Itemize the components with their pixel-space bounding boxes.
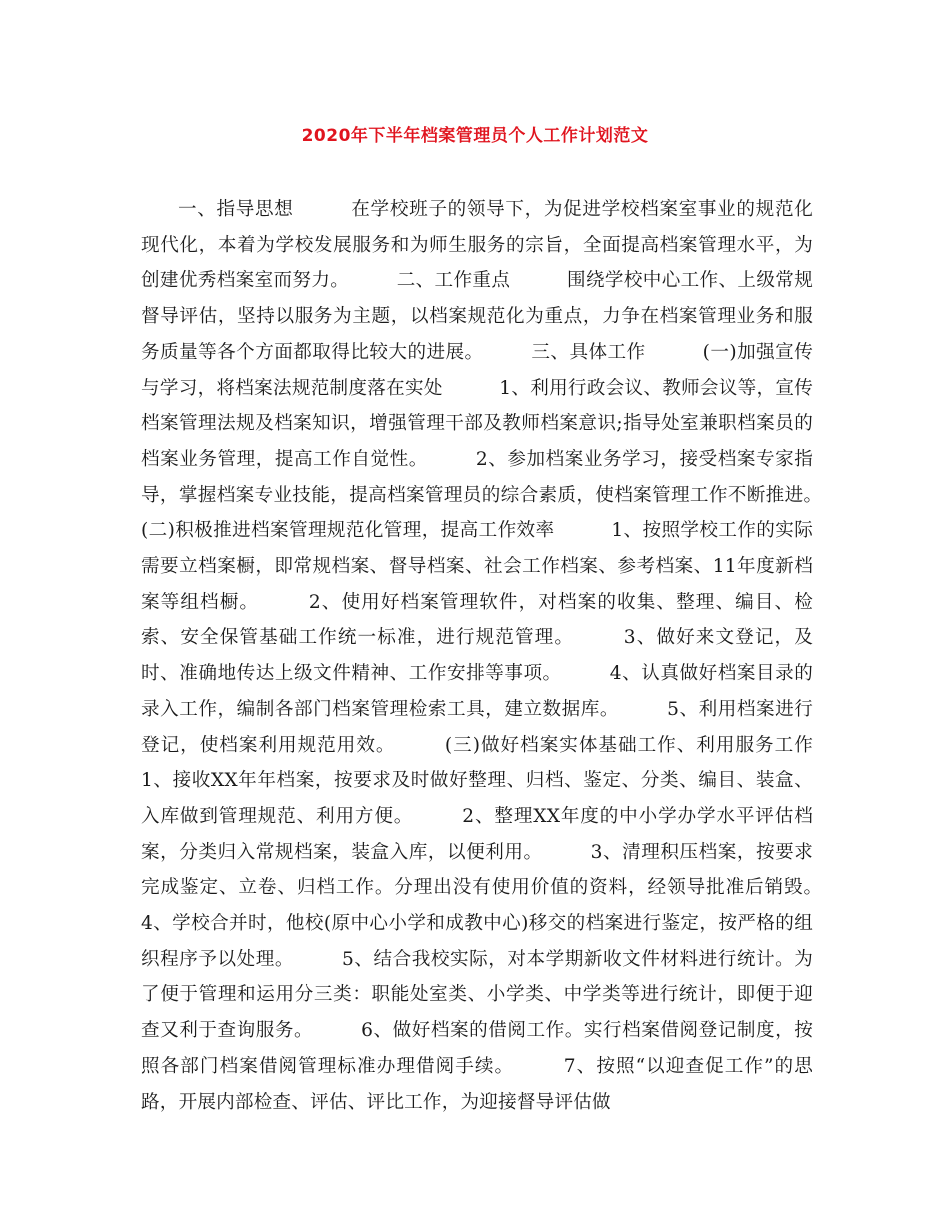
document-title: 2020年下半年档案管理员个人工作计划范文 bbox=[301, 126, 649, 146]
document-body: 一、指导思想 在学校班子的领导下，为促进学校档案室事业的规范化现代化，本着为学校发展服务和为师生服务的宗旨，全面提高档案管理水平，为创建优秀档案室而努力。 二、工作重点 围绕学校中心工作、上级常规督导评估，坚持以服务为主题，以档案规范化为重点，力争在档案管理业务和服务质量等各个方面都取得比较大的进展。 三、具体工作 (一)加强宣传与学习，将档案法规范制度落在实处 1、利用行政会议、教师会议等，宣传档案管理法规及档案知识，增强管理干部及教师档案意识;指导处室兼职档案员的档案业务管理，提高工作自觉性。 2、参加档案业务学习，接受档案专家指导，掌握档案专业技能，提高档案管理员的综合素质，使档案管理工作不断推进。 (二)积极推进档案管理规范化管理，提高工作效率 1、按照学校工作的实际需要立档案橱，即常规档案、督导档案、社会工作档案、参考档案、11年度新档案等组档橱。 2、使用好档案管理软件，对档案的收集、整理、编目、检索、安全保管基础工作统一标准，进行规范管理。 3、做好来文登记，及时、准确地传达上级文件精神、工作安排等事项。 4、认真做好档案目录的录入工作，编制各部门档案管理检索工具，建立数据库。 5、利用档案进行登记，使档案利用规范用效。 (三)做好档案实体基础工作、利用服务工作 1、接收XX年年档案，按要求及时做好整理、归档、鉴定、分类、编目、装盒、入库做到管理规范、利用方便。 2、整理XX年度的中小学办学水平评估档案，分类归入常规档案，装盒入库，以便利用。 3、清理积压档案，按要求完成鉴定、立卷、归档工作。分理出没有使用价值的资料，经领导批准后销毁。 4、学校合并时，他校(原中心小学和成教中心)移交的档案进行鉴定，按严格的组织程序予以处理。 5、结合我校实际，对本学期新收文件材料进行统计。为了便于管理和运用分三类：职能处室类、小学类、中学类等进行统计，即便于迎查又利于查询服务。 6、做好档案的借阅工作。实行档案借阅登记制度，按照各部门档案借阅管理标准办理借阅手续。 7、按照“以迎查促工作”的思路，开展内部检查、评估、评比工作，为迎接督导评估做 bbox=[141, 199, 870, 1113]
